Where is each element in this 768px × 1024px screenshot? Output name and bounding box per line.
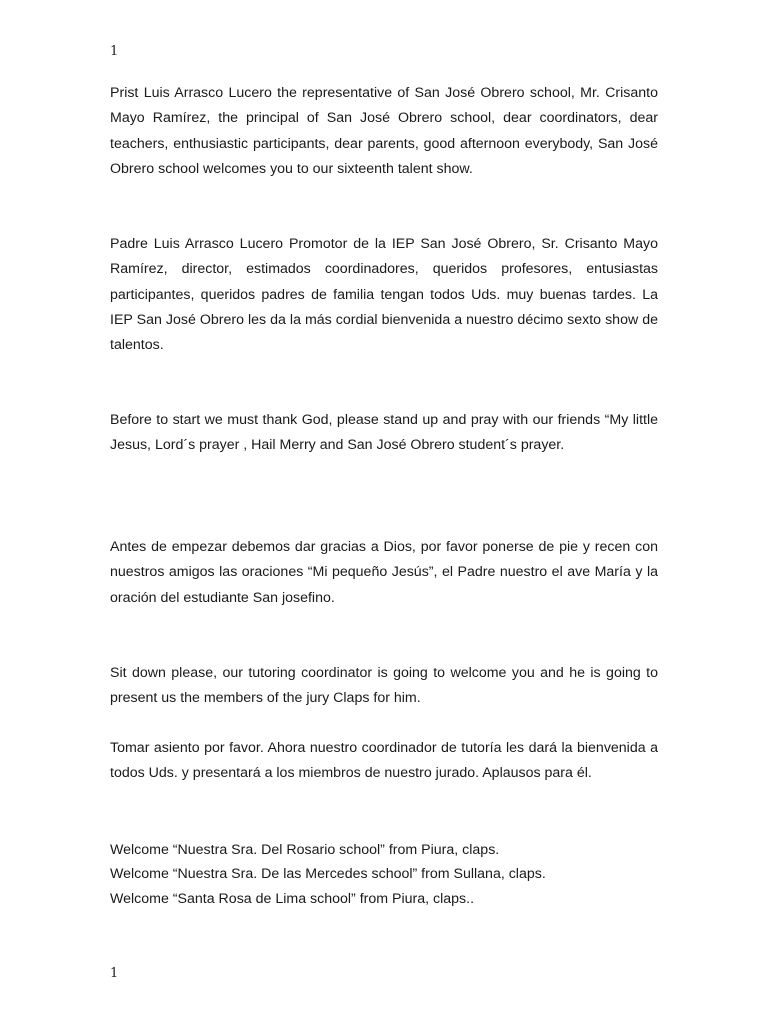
paragraph-prayer-spanish: Antes de empezar debemos dar gracias a Dios, por favor ponerse de pie y recen con nuestros amigos las oraciones “Mi pequeño Jesús”, el Padre nuestro el ave María y la oración del estudiante San josefino. (110, 539, 658, 606)
welcome-line-mercedes: Welcome “Nuestra Sra. De las Mercedes school” from Sullana, claps. (110, 866, 546, 882)
welcome-line-santa-rosa: Welcome “Santa Rosa de Lima school” from Piura, claps.. (110, 891, 475, 907)
paragraph-sit-down-english: Sit down please, our tutoring coordinator is going to welcome you and he is going to present us the members of the jury Claps for him. (110, 665, 658, 707)
page-number-top: 1 (110, 44, 119, 59)
paragraph-welcome-english: Prist Luis Arrasco Lucero the representative of San José Obrero school, Mr. Crisanto Mayo Ramírez, the principal of San José Obrero school, dear coordinators, dear teachers, enthusiastic participants, dear parents, good afternoon everybody, San José Obrero school welcomes you to our sixteenth talent show. (110, 85, 658, 177)
welcome-line-rosario: Welcome “Nuestra Sra. Del Rosario school” from Piura, claps. (110, 842, 500, 858)
page-number-bottom: 1 (110, 966, 119, 981)
paragraph-welcome-spanish: Padre Luis Arrasco Lucero Promotor de la IEP San José Obrero, Sr. Crisanto Mayo Ramírez, director, estimados coordinadores, queridos profesores, entusiastas participantes, queridos padres de familia tengan todos Uds. muy buenas tardes. La IEP San José Obrero les da la más cordial bienvenida a nuestro décimo sexto show de talentos. (110, 236, 658, 354)
paragraph-prayer-english: Before to start we must thank God, please stand up and pray with our friends “My little Jesus, Lord´s prayer , Hail Merry and San José Obrero student´s prayer. (110, 412, 658, 454)
paragraph-sit-down-spanish: Tomar asiento por favor. Ahora nuestro coordinador de tutoría les dará la bienvenida a todos Uds. y presentará a los miembros de nuestro jurado. Aplausos para él. (110, 740, 658, 782)
